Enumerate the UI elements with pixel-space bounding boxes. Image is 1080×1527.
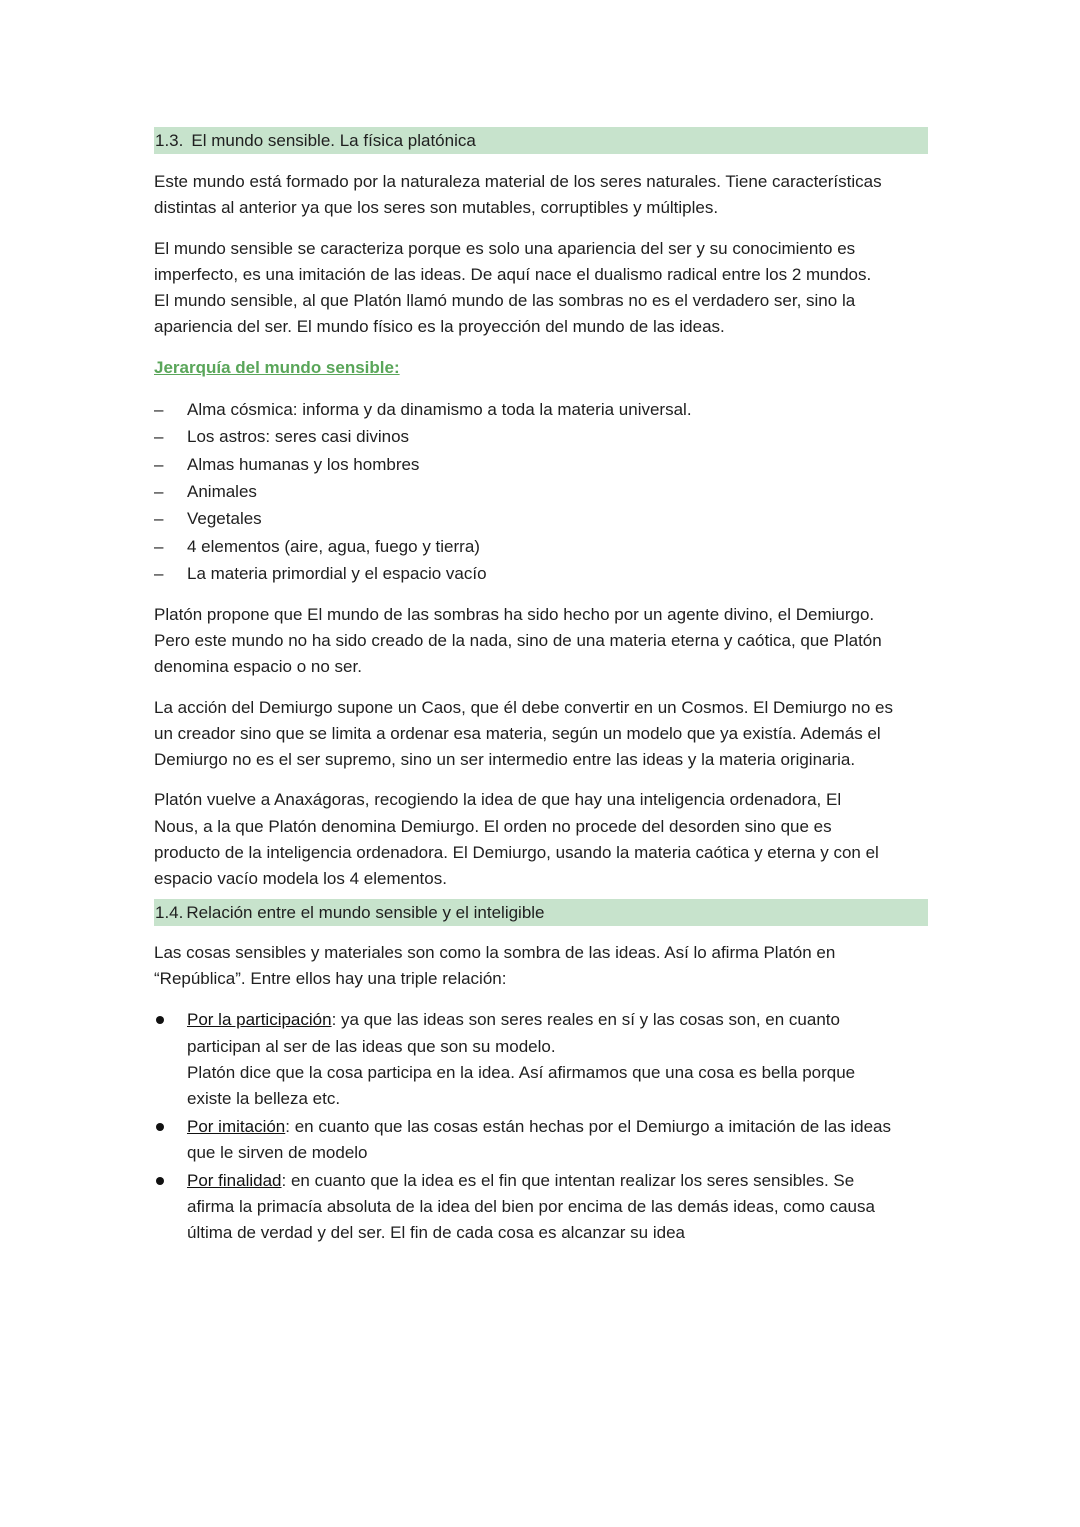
relation-text: que le sirven de modelo	[187, 1143, 368, 1163]
text-line: apariencia del ser. El mundo físico es la proyección del mundo de las ideas.	[154, 317, 725, 337]
list-item-text: Los astros: seres casi divinos	[187, 427, 410, 447]
text-line: Platón vuelve a Anaxágoras, recogiendo la idea de que hay una inteligencia ordenadora, El	[154, 790, 842, 810]
dash-marker: –	[154, 399, 164, 419]
relation-text: participan al ser de las ideas que son su modelo.	[187, 1036, 556, 1056]
list-item	[154, 451, 928, 478]
dash-marker: –	[154, 482, 164, 501]
text-line: El mundo sensible, al que Platón llamó mundo de las sombras no es el verdadero ser, sino la	[154, 291, 856, 311]
relation-term: Por imitación	[187, 1116, 286, 1136]
relations-list	[154, 1007, 928, 1247]
relation-term: Por la participación	[187, 1010, 332, 1030]
text-line: Demiurgo no es el ser supremo, sino un ser intermedio entre las ideas y la materia originaria.	[154, 750, 856, 770]
relation-text: : en cuanto que las cosas están hechas por el Demiurgo a imitación de las ideas	[285, 1116, 892, 1136]
dash-marker: –	[154, 536, 164, 556]
list-item-text: Vegetales	[187, 509, 262, 529]
relation-text: afirma la primacía absoluta de la idea del bien por encima de las demás ideas, como causa	[187, 1197, 875, 1217]
text-line: Platón propone que El mundo de las sombras ha sido hecho por un agente divino, el Demiurgo.	[154, 604, 875, 624]
paragraph-anaxagoras	[154, 787, 928, 892]
paragraph-demiurge	[154, 602, 928, 681]
section-title: El mundo sensible. La física platónica	[191, 131, 476, 150]
relation-text: última de verdad y del ser. El fin de cada cosa es alcanzar su idea	[187, 1223, 686, 1243]
text-line: imperfecto, es una imitación de las ideas. De aquí nace el dualismo radical entre los 2 mundos.	[154, 264, 872, 284]
text-line: denomina espacio o no ser.	[154, 657, 362, 677]
text-line: “República”. Entre ellos hay una triple relación:	[154, 968, 507, 988]
section-number: 1.3.	[155, 131, 184, 150]
text-line: un creador sino que se limita a ordenar esa materia, según un modelo que ya existía. Además el	[154, 723, 881, 743]
relation-item-participation	[154, 1007, 928, 1113]
relation-text: Platón dice que la cosa participa en la idea. Así afirmamos que una cosa es bella porque	[187, 1063, 856, 1082]
text-line: espacio vacío modela los 4 elementos.	[154, 869, 447, 889]
section-number: 1.4.	[155, 902, 184, 922]
list-item	[154, 505, 928, 532]
text-line: producto de la inteligencia ordenadora. El Demiurgo, usando la materia caótica y eterna y con el	[154, 843, 879, 862]
text-line: Nous, a la que Platón denomina Demiurgo. El orden no procede del desorden sino que es	[154, 816, 832, 836]
relation-item-imitation	[154, 1114, 928, 1167]
paragraph-chaos-cosmos	[154, 695, 928, 774]
list-item	[154, 396, 928, 423]
dash-marker: –	[154, 427, 164, 447]
text-line: Pero este mundo no ha sido creado de la nada, sino de una materia eterna y caótica, que Platón	[154, 630, 882, 650]
hierarchy-list	[154, 396, 928, 588]
document-page	[154, 127, 928, 1247]
list-item-text: Alma cósmica: informa y da dinamismo a toda la materia universal.	[187, 399, 692, 419]
list-item-text: Animales	[187, 482, 257, 501]
section-heading-1-4	[154, 899, 928, 926]
list-item-text: Almas humanas y los hombres	[187, 454, 420, 474]
bullet-icon	[156, 1016, 164, 1024]
bullet-icon	[156, 1177, 164, 1185]
dash-marker: –	[154, 564, 164, 584]
list-item	[154, 560, 928, 587]
list-item-text: 4 elementos (aire, agua, fuego y tierra)	[187, 536, 480, 556]
text-line: La acción del Demiurgo supone un Caos, que él debe convertir en un Cosmos. El Demiurgo no es	[154, 697, 893, 717]
relation-item-finality	[154, 1168, 928, 1247]
bullet-icon	[156, 1123, 164, 1131]
section-title: Relación entre el mundo sensible y el inteligible	[186, 902, 545, 922]
section-heading-1-3	[154, 127, 928, 154]
paragraph-relation-intro	[154, 940, 928, 993]
dash-marker: –	[154, 454, 164, 474]
hierarchy-subheading: Jerarquía del mundo sensible:	[154, 357, 400, 377]
relation-text: : ya que las ideas son seres reales en sí y las cosas son, en cuanto	[331, 1010, 840, 1030]
text-line: Las cosas sensibles y materiales son como la sombra de las ideas. Así lo afirma Platón en	[154, 942, 836, 962]
dash-marker: –	[154, 509, 164, 529]
text-line: Este mundo está formado por la naturaleza material de los seres naturales. Tiene características	[154, 172, 882, 191]
list-item	[154, 478, 928, 505]
relation-text: existe la belleza etc.	[187, 1089, 341, 1109]
relation-text: : en cuanto que la idea es el fin que intentan realizar los seres sensibles. Se	[281, 1170, 855, 1190]
relation-term: Por finalidad	[187, 1170, 282, 1190]
list-item-text: La materia primordial y el espacio vacío	[187, 564, 487, 584]
paragraph-sensible-world	[154, 236, 928, 341]
text-line: distintas al anterior ya que los seres son mutables, corruptibles y múltiples.	[154, 198, 719, 218]
list-item	[154, 533, 928, 560]
paragraph-intro	[154, 169, 928, 222]
list-item	[154, 423, 928, 450]
text-line: El mundo sensible se caracteriza porque es solo una apariencia del ser y su conocimiento es	[154, 238, 856, 258]
